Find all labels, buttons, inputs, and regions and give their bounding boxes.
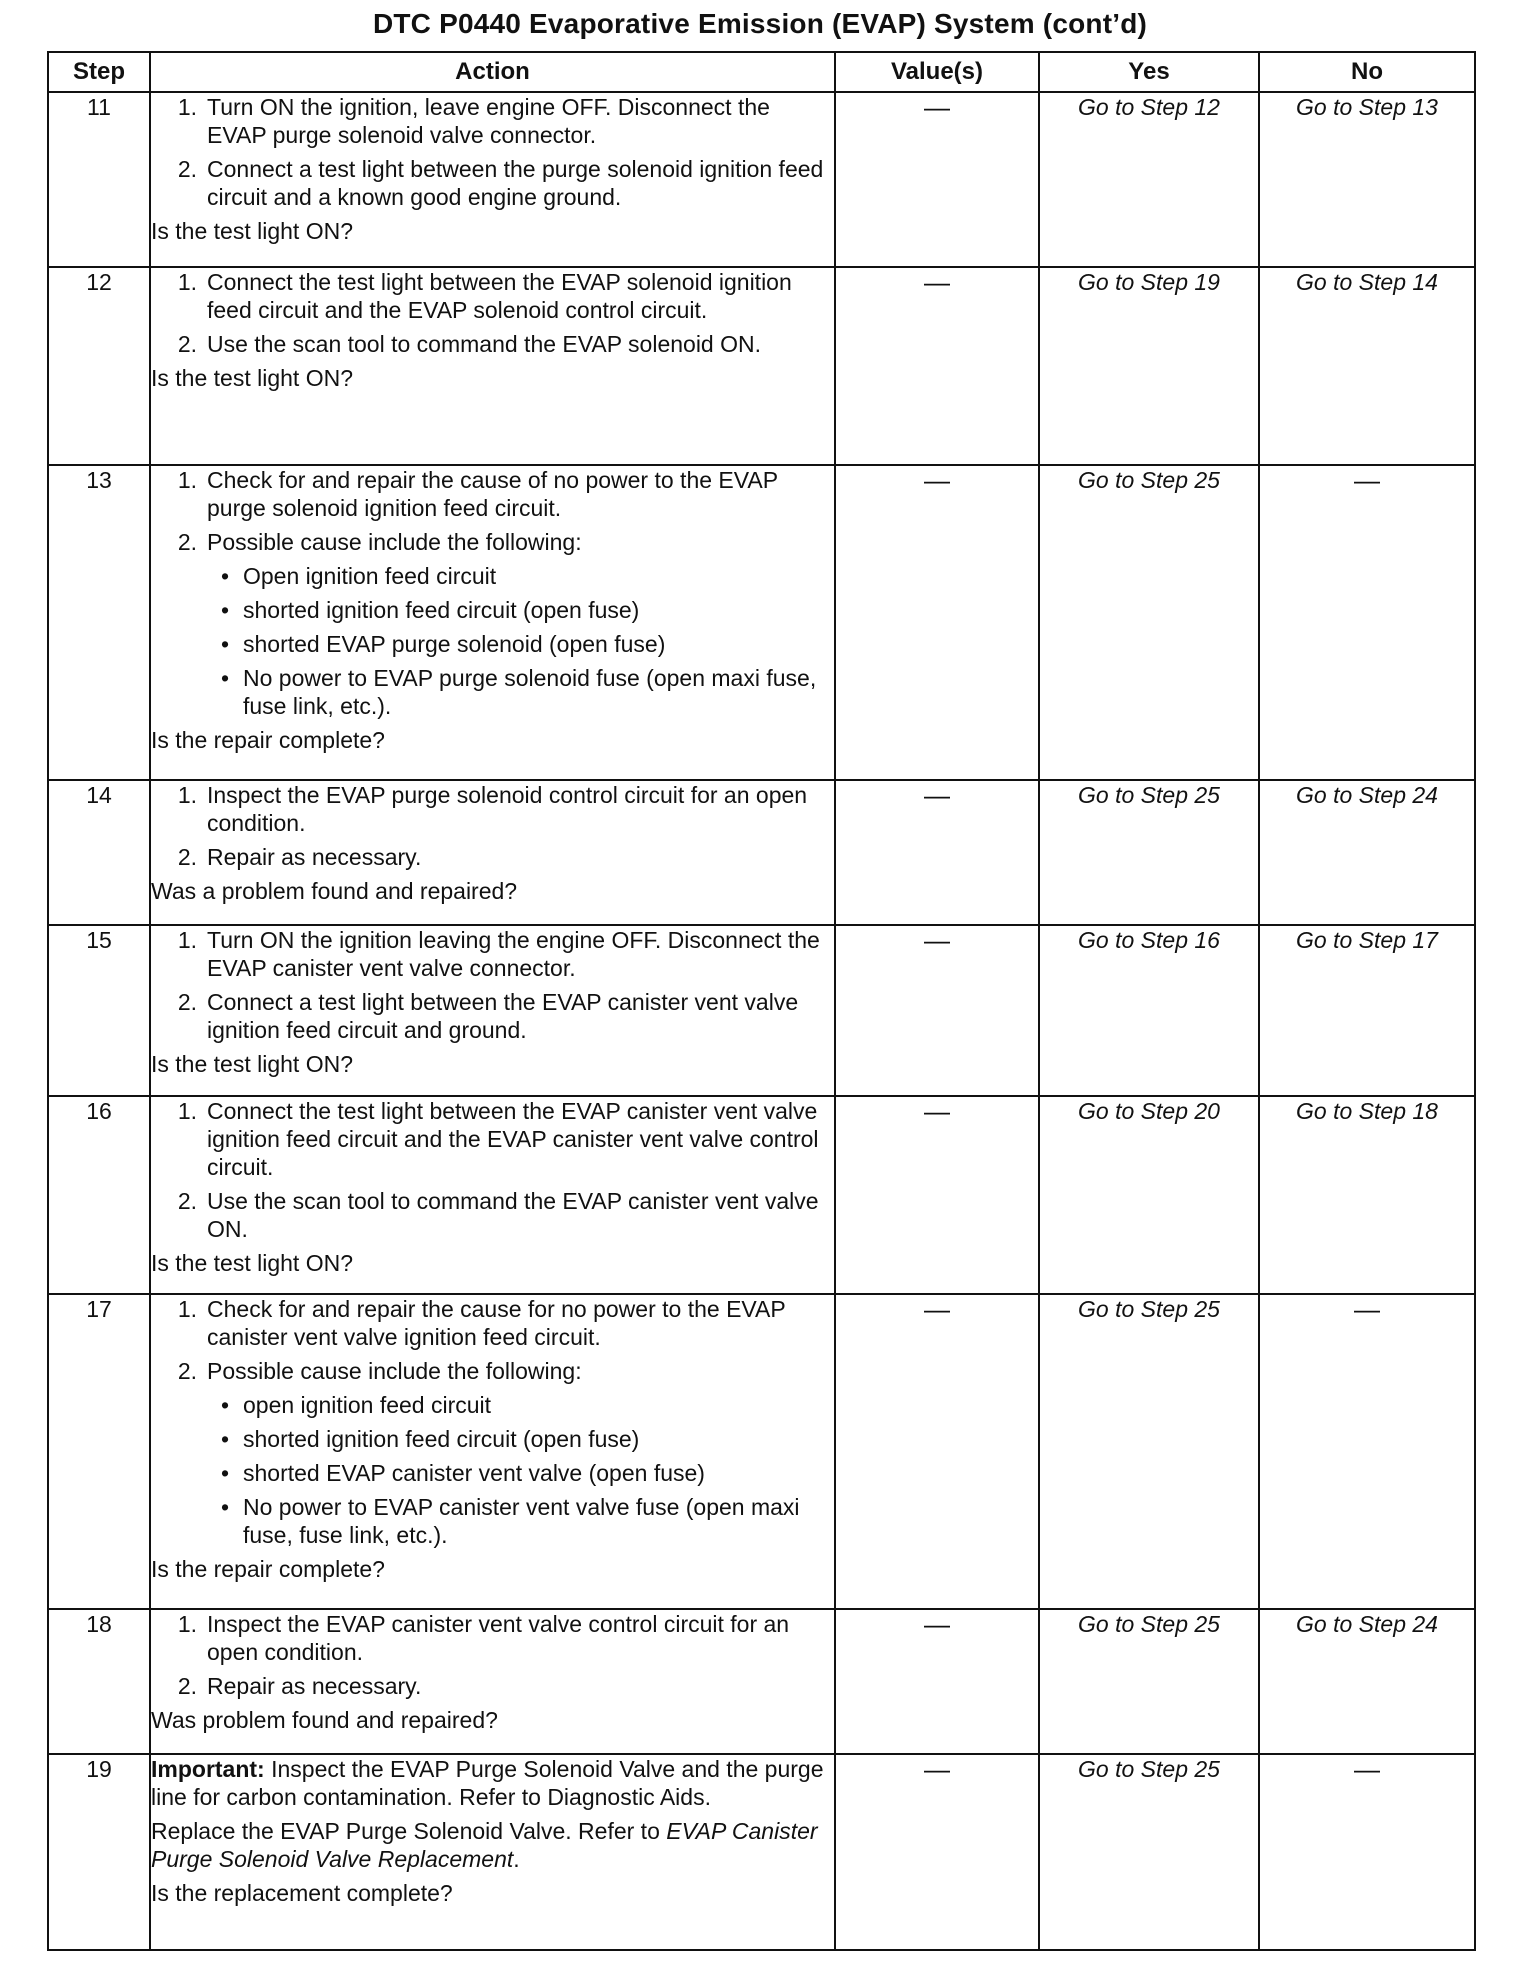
item-number: 2. <box>177 989 197 1015</box>
bullet-item <box>151 1493 834 1549</box>
replace-reference-link: EVAP Canister Purge Solenoid Valve Replacement <box>151 1818 818 1872</box>
yes-cell: Go to Step 16 <box>1039 925 1259 1096</box>
bullet-text: shorted EVAP canister vent valve (open fuse) <box>243 1460 705 1486</box>
item-number: 2. <box>177 1673 197 1699</box>
item-text: Connect the test light between the EVAP canister vent valve ignition feed circuit and the EVAP canister vent valve control circuit. <box>207 1098 819 1180</box>
diagnostic-table <box>47 51 1476 1951</box>
step-number: 17 <box>48 1294 150 1609</box>
action-cell <box>150 925 835 1096</box>
action-item <box>151 155 834 211</box>
item-number: 1. <box>177 782 197 808</box>
no-cell: — <box>1259 1754 1475 1950</box>
table-row <box>48 1754 1475 1950</box>
replace-text: Replace the EVAP Purge Solenoid Valve. Refer to <box>151 1818 667 1844</box>
yes-cell: Go to Step 25 <box>1039 1754 1259 1950</box>
item-number: 1. <box>177 94 197 120</box>
item-number: 1. <box>177 1611 197 1637</box>
item-text: Check for and repair the cause for no power to the EVAP canister vent valve ignition feed circuit. <box>207 1296 786 1350</box>
item-text: Connect the test light between the EVAP solenoid ignition feed circuit and the EVAP solenoid control circuit. <box>207 269 792 323</box>
action-item <box>151 1357 834 1385</box>
action-cell <box>150 1609 835 1754</box>
action-question: Was problem found and repaired? <box>151 1707 498 1733</box>
bullet-item <box>151 1425 834 1453</box>
table-body <box>48 92 1475 1950</box>
item-number: 1. <box>177 1098 197 1124</box>
item-text: Use the scan tool to command the EVAP solenoid ON. <box>207 331 761 357</box>
bullet-icon: • <box>221 1494 230 1520</box>
bullet-text: shorted EVAP purge solenoid (open fuse) <box>243 631 666 657</box>
action-cell <box>150 465 835 780</box>
item-text: Check for and repair the cause of no power to the EVAP purge solenoid ignition feed circuit. <box>207 467 778 521</box>
no-cell: — <box>1259 1294 1475 1609</box>
step-number: 19 <box>48 1754 150 1950</box>
bullet-text: Open ignition feed circuit <box>243 563 497 589</box>
action-cell <box>150 267 835 465</box>
item-text: Repair as necessary. <box>207 1673 422 1699</box>
value-cell: — <box>835 1096 1039 1294</box>
yes-cell: Go to Step 19 <box>1039 267 1259 465</box>
bullet-text: shorted ignition feed circuit (open fuse) <box>243 597 640 623</box>
no-cell: — <box>1259 465 1475 780</box>
value-cell: — <box>835 925 1039 1096</box>
action-item <box>151 330 834 358</box>
table-row <box>48 780 1475 925</box>
action-item <box>151 1097 834 1181</box>
no-cell: Go to Step 17 <box>1259 925 1475 1096</box>
item-number: 2. <box>177 1188 197 1214</box>
replace-end: . <box>513 1846 520 1872</box>
value-cell: — <box>835 1294 1039 1609</box>
no-cell: Go to Step 18 <box>1259 1096 1475 1294</box>
important-note <box>151 1755 834 1811</box>
bullet-text: shorted ignition feed circuit (open fuse) <box>243 1426 640 1452</box>
item-number: 1. <box>177 269 197 295</box>
header-no: No <box>1259 52 1475 92</box>
item-text: Repair as necessary. <box>207 844 422 870</box>
item-number: 2. <box>177 1358 197 1384</box>
no-cell: Go to Step 14 <box>1259 267 1475 465</box>
value-cell: — <box>835 92 1039 267</box>
header-action: Action <box>150 52 835 92</box>
item-text: Turn ON the ignition leaving the engine OFF. Disconnect the EVAP canister vent valve connector. <box>207 927 820 981</box>
yes-cell: Go to Step 20 <box>1039 1096 1259 1294</box>
action-question: Was a problem found and repaired? <box>151 878 518 904</box>
table-row <box>48 465 1475 780</box>
bullet-text: No power to EVAP purge solenoid fuse (open maxi fuse, fuse link, etc.). <box>243 665 817 719</box>
bullet-icon: • <box>221 563 230 589</box>
bullet-icon: • <box>221 1460 230 1486</box>
step-number: 15 <box>48 925 150 1096</box>
action-cell <box>150 780 835 925</box>
important-label: Important: <box>151 1756 265 1782</box>
action-item <box>151 843 834 871</box>
yes-cell: Go to Step 12 <box>1039 92 1259 267</box>
item-text: Possible cause include the following: <box>207 529 582 555</box>
action-item <box>151 1187 834 1243</box>
item-number: 1. <box>177 927 197 953</box>
action-cell <box>150 1754 835 1950</box>
replace-note <box>151 1817 834 1873</box>
value-cell: — <box>835 267 1039 465</box>
action-question: Is the replacement complete? <box>151 1880 453 1906</box>
table-row <box>48 925 1475 1096</box>
action-item <box>151 988 834 1044</box>
item-text: Connect a test light between the EVAP canister vent valve ignition feed circuit and ground. <box>207 989 799 1043</box>
item-text: Use the scan tool to command the EVAP canister vent valve ON. <box>207 1188 819 1242</box>
item-text: Connect a test light between the purge solenoid ignition feed circuit and a known good engine ground. <box>207 156 824 210</box>
bullet-icon: • <box>221 597 230 623</box>
item-number: 2. <box>177 156 197 182</box>
bullet-icon: • <box>221 665 230 691</box>
page-title: DTC P0440 Evaporative Emission (EVAP) System (cont’d) <box>372 8 1148 39</box>
bullet-icon: • <box>221 631 230 657</box>
header-row <box>48 52 1475 92</box>
yes-cell: Go to Step 25 <box>1039 1294 1259 1609</box>
step-number: 16 <box>48 1096 150 1294</box>
action-question: Is the test light ON? <box>151 365 353 391</box>
item-number: 1. <box>177 467 197 493</box>
bullet-text: No power to EVAP canister vent valve fuse (open maxi fuse, fuse link, etc.). <box>243 1494 800 1548</box>
step-number: 14 <box>48 780 150 925</box>
action-cell <box>150 1096 835 1294</box>
bullet-icon: • <box>221 1426 230 1452</box>
bullet-icon: • <box>221 1392 230 1418</box>
table-row <box>48 1609 1475 1754</box>
action-item <box>151 466 834 522</box>
bullet-item <box>151 596 834 624</box>
item-text: Inspect the EVAP canister vent valve control circuit for an open condition. <box>207 1611 790 1665</box>
item-number: 2. <box>177 331 197 357</box>
item-number: 1. <box>177 1296 197 1322</box>
value-cell: — <box>835 780 1039 925</box>
no-cell: Go to Step 24 <box>1259 780 1475 925</box>
header-step: Step <box>48 52 150 92</box>
action-cell <box>150 92 835 267</box>
bullet-item <box>151 630 834 658</box>
bullet-text: open ignition feed circuit <box>243 1392 492 1418</box>
header-values: Value(s) <box>835 52 1039 92</box>
no-cell: Go to Step 24 <box>1259 1609 1475 1754</box>
important-text: Inspect the EVAP Purge Solenoid Valve and the purge line for carbon contamination. Refer to Diagnostic Aids. <box>151 1756 824 1810</box>
item-text: Possible cause include the following: <box>207 1358 582 1384</box>
value-cell: — <box>835 1609 1039 1754</box>
no-cell: Go to Step 13 <box>1259 92 1475 267</box>
table-row <box>48 92 1475 267</box>
action-item <box>151 1610 834 1666</box>
yes-cell: Go to Step 25 <box>1039 780 1259 925</box>
bullet-item <box>151 664 834 720</box>
action-item <box>151 93 834 149</box>
bullet-item <box>151 1391 834 1419</box>
table-row <box>48 1096 1475 1294</box>
header-yes: Yes <box>1039 52 1259 92</box>
table-row <box>48 267 1475 465</box>
action-cell <box>150 1294 835 1609</box>
action-question: Is the test light ON? <box>151 218 353 244</box>
item-text: Turn ON the ignition, leave engine OFF. Disconnect the EVAP purge solenoid valve connector. <box>207 94 770 148</box>
action-question: Is the repair complete? <box>151 1556 385 1582</box>
value-cell: — <box>835 1754 1039 1950</box>
table-row <box>48 1294 1475 1609</box>
action-item <box>151 268 834 324</box>
action-question: Is the repair complete? <box>151 727 385 753</box>
action-item <box>151 1672 834 1700</box>
value-cell: — <box>835 465 1039 780</box>
item-number: 2. <box>177 844 197 870</box>
bullet-item <box>151 562 834 590</box>
action-item <box>151 926 834 982</box>
action-item <box>151 1295 834 1351</box>
step-number: 13 <box>48 465 150 780</box>
item-number: 2. <box>177 529 197 555</box>
action-question: Is the test light ON? <box>151 1250 353 1276</box>
action-item <box>151 528 834 556</box>
bullet-item <box>151 1459 834 1487</box>
yes-cell: Go to Step 25 <box>1039 465 1259 780</box>
yes-cell: Go to Step 25 <box>1039 1609 1259 1754</box>
action-item <box>151 781 834 837</box>
item-text: Inspect the EVAP purge solenoid control circuit for an open condition. <box>207 782 808 836</box>
step-number: 12 <box>48 267 150 465</box>
step-number: 11 <box>48 92 150 267</box>
action-question: Is the test light ON? <box>151 1051 353 1077</box>
step-number: 18 <box>48 1609 150 1754</box>
